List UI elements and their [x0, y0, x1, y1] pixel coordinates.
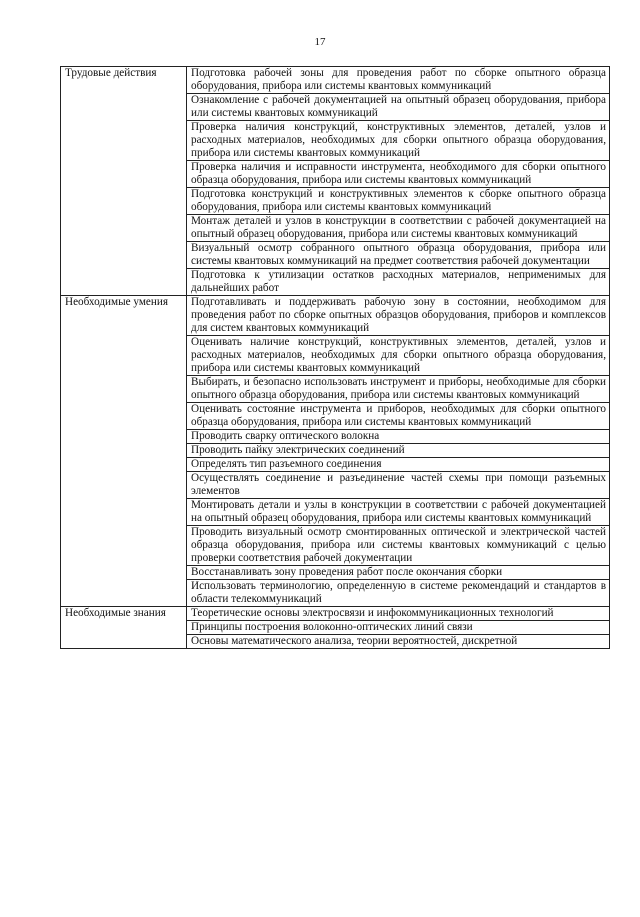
table-row	[61, 67, 610, 94]
table-cell-item: Проверка наличия и исправности инструмента, необходимого для сборки опытного образца оборудования, прибора или системы квантовых коммуникаций	[187, 161, 610, 188]
table-cell-item: Оценивать состояние инструмента и приборов, необходимых для сборки опытного образца оборудования, прибора или системы квантовых коммуникаций	[187, 403, 610, 430]
table-cell-item: Подготавливать и поддерживать рабочую зону в состоянии, необходимом для проведения работ по сборке опытных образцов оборудования, приборов и комплексов для систем квантовых коммуникаций	[187, 296, 610, 336]
section-label: Необходимые знания	[61, 607, 187, 649]
table-row	[61, 607, 610, 621]
table-cell-item: Монтаж деталей и узлов в конструкции в соответствии с рабочей документацией на опытный образец оборудования, прибора или системы квантовых коммуникаций	[187, 215, 610, 242]
table-cell-item: Подготовка рабочей зоны для проведения работ по сборке опытного образца оборудования, прибора или системы квантовых коммуникаций	[187, 67, 610, 94]
table-cell-item: Подготовка конструкций и конструктивных элементов к сборке опытного образца оборудования, прибора или системы квантовых коммуникаций	[187, 188, 610, 215]
requirements-table	[60, 66, 610, 649]
table-cell-item: Теоретические основы электросвязи и инфокоммуникационных технологий	[187, 607, 610, 621]
section-label: Необходимые умения	[61, 296, 187, 607]
table-cell-item: Основы математического анализа, теории вероятностей, дискретной	[187, 635, 610, 649]
table-cell-item: Монтировать детали и узлы в конструкции в соответствии с рабочей документацией на опытный образец оборудования, прибора или системы квантовых коммуникаций	[187, 499, 610, 526]
table-cell-item: Восстанавливать зону проведения работ после окончания сборки	[187, 566, 610, 580]
table-cell-item: Выбирать, и безопасно использовать инструмент и приборы, необходимые для сборки опытного образца оборудования, прибора или системы квантовых коммуникаций	[187, 376, 610, 403]
section-label: Трудовые действия	[61, 67, 187, 296]
page-number: 17	[314, 36, 326, 48]
table-cell-item: Оценивать наличие конструкций, конструктивных элементов, деталей, узлов и расходных материалов, необходимых для сборки опытного образца оборудования, прибора или системы квантовых коммуникаций	[187, 336, 610, 376]
table-cell-item: Принципы построения волоконно-оптических линий связи	[187, 621, 610, 635]
table-cell-item: Определять тип разъемного соединения	[187, 458, 610, 472]
table-cell-item: Подготовка к утилизации остатков расходных материалов, неприменимых для дальнейших работ	[187, 269, 610, 296]
table-cell-item: Использовать терминологию, определенную в системе рекомендаций и стандартов в области телекоммуникаций	[187, 580, 610, 607]
table-cell-item: Ознакомление с рабочей документацией на опытный образец оборудования, прибора или системы квантовых коммуникаций	[187, 94, 610, 121]
table-cell-item: Проводить визуальный осмотр смонтированных оптической и электрической частей образца оборудования, прибора или системы квантовых коммуникаций с целью проверки соответствия рабочей документации	[187, 526, 610, 566]
table-row	[61, 296, 610, 336]
table-cell-item: Осуществлять соединение и разъединение частей схемы при помощи разъемных элементов	[187, 472, 610, 499]
table-cell-item: Проводить пайку электрических соединений	[187, 444, 610, 458]
table-cell-item: Проводить сварку оптического волокна	[187, 430, 610, 444]
table-cell-item: Визуальный осмотр собранного опытного образца оборудования, прибора или системы квантовых коммуникаций на предмет соответствия рабочей документации	[187, 242, 610, 269]
table-cell-item: Проверка наличия конструкций, конструктивных элементов, деталей, узлов и расходных материалов, необходимых для сборки опытного образца оборудования, прибора или системы квантовых коммуникаций	[187, 121, 610, 161]
